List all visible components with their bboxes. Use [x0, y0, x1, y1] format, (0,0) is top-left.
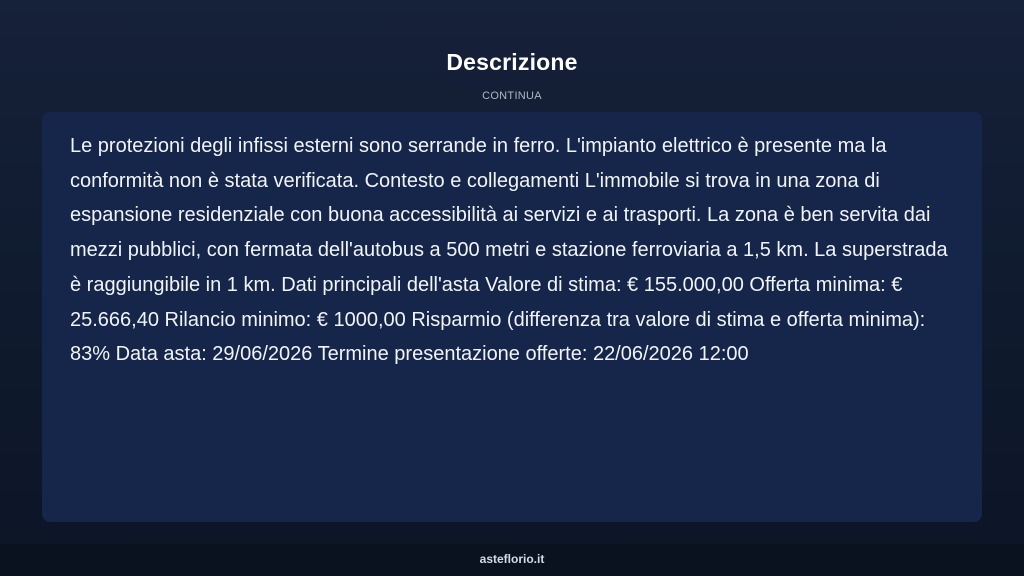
- page-title: Descrizione: [446, 49, 578, 75]
- description-card: [42, 112, 982, 522]
- footer-bar: [0, 544, 1024, 576]
- footer-brand: asteflorio.it: [479, 552, 545, 566]
- description-text: Le protezioni degli infissi esterni sono serrande in ferro. L'impianto elettrico è presente ma la conformità non è stata verificata. Contesto e collegamenti L'immobile si trova in una zona di espansione residenziale con buona accessibilità ai servizi e ai trasporti. La zona è ben servita dai mezzi pubblici, con fermata dell'autobus a 500 metri e stazione ferroviaria a 1,5 km. La superstrada è raggiungibile in 1 km. Dati principali dell'asta Valore di stima: € 155.000,00 Offerta minima: € 25.666,40 Rilancio minimo: € 1000,00 Risparmio (differenza tra valore di stima e offerta minima): 83% Data asta: 29/06/2026 Termine presentazione offerte: 22/06/2026 12:00: [70, 135, 948, 366]
- continua-label: CONTINUA: [482, 90, 542, 102]
